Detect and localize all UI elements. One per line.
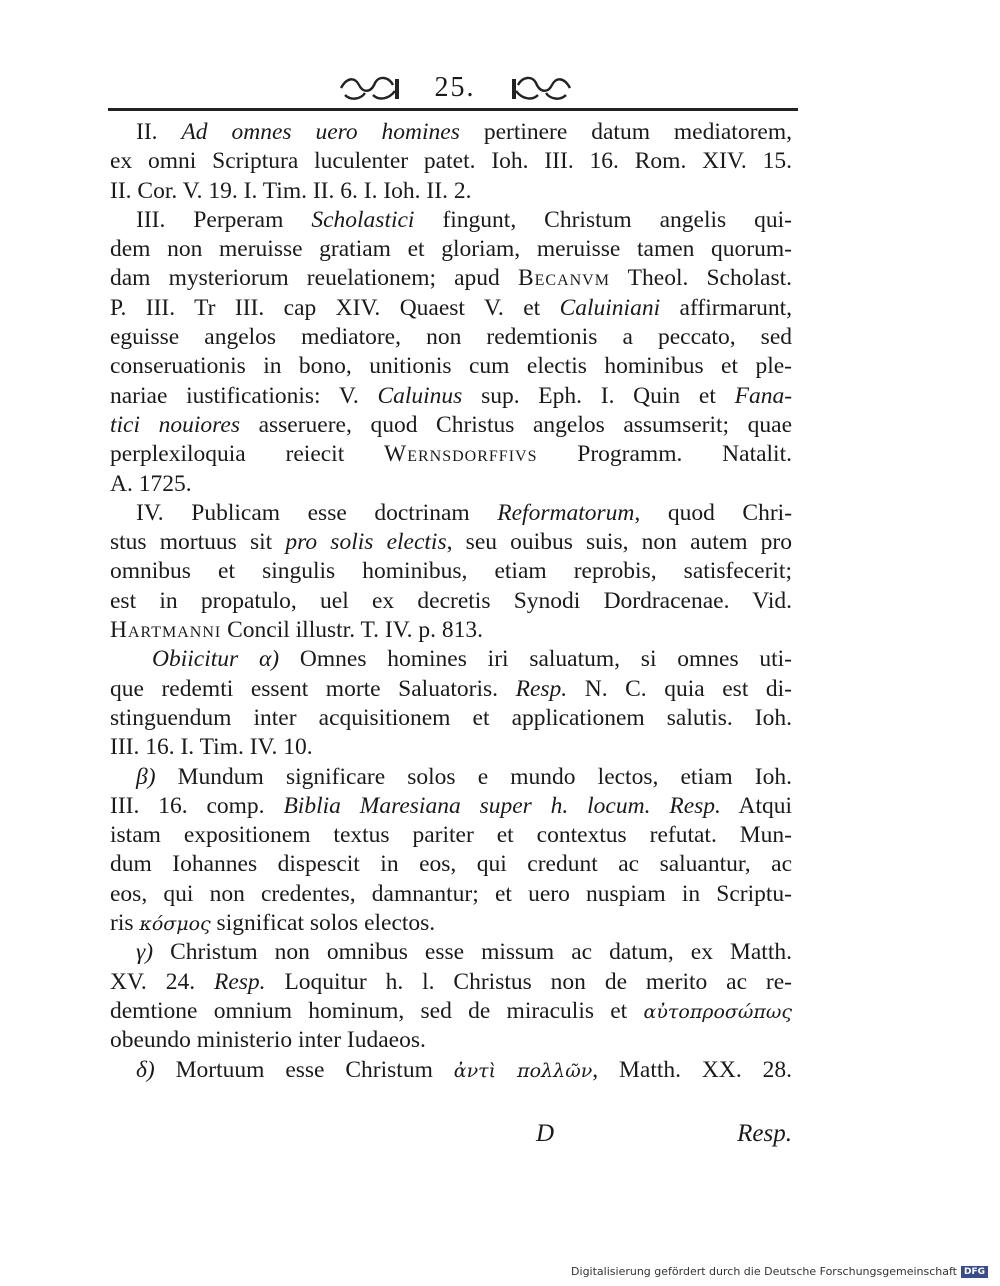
text-line: dum Iohannes dispescit in eos, qui credunt ac saluantur, ac: [110, 851, 792, 878]
catchline: [110, 1120, 792, 1150]
text-line: istam expositionem textus pariter et contextus refutat. Mun-: [110, 822, 792, 849]
text-line: III. 16. I. Tim. IV. 10.: [110, 734, 313, 761]
text-line: que redemti essent morte Saluatoris. Resp. N. C. quia est di-: [110, 675, 793, 702]
running-header: [110, 68, 800, 108]
text-line: eguisse angelos mediatore, non redemtionis a peccato, sed: [110, 324, 792, 351]
text-line: perplexiloquia reiecit Wernsdorffivs Programm. Natalit.: [110, 441, 792, 468]
text-line: III. 16. comp. Biblia Maresiana super h. locum. Resp. Atqui: [110, 792, 793, 819]
dfg-logo: DFG: [961, 1266, 988, 1278]
text-line: omnibus et singulis hominibus, etiam reprobis, satisfecerit;: [110, 558, 792, 585]
text-line: stinguendum inter acquisitionem et applicationem salutis. Ioh.: [110, 704, 792, 731]
text-line: IV. Publicam esse doctrinam Reformatorum, quod Chri-: [136, 499, 793, 526]
text-line: III. Perperam Scholastici fingunt, Christum angelis qui-: [136, 206, 792, 233]
text-line: γ) Christum non omnibus esse missum ac datum, ex Matth.: [136, 939, 792, 966]
text-line: II. Ad omnes uero homines pertinere datum mediatorem,: [136, 119, 792, 145]
text-line: δ) Mortuum esse Christum ἀντὶ πολλῶν, Matth. XX. 28.: [136, 1056, 793, 1083]
text-line: Obiicitur α) Omnes homines iri saluatum, si omnes uti-: [152, 646, 793, 673]
text-line: ris κόσμος significat solos electos.: [110, 910, 436, 937]
page-number: 25.: [434, 72, 476, 103]
text-line: eos, qui non credentes, damnantur; et uero nuspiam in Scriptu-: [110, 880, 792, 907]
text-line: II. Cor. V. 19. I. Tim. II. 6. I. Ioh. II. 2.: [110, 177, 472, 204]
text-line: conseruationis in bono, unitionis cum electis hominibus et ple-: [110, 353, 792, 380]
text-line: est in propatulo, uel ex decretis Synodi Dordracenae. Vid.: [110, 587, 792, 614]
text-line: P. III. Tr III. cap XIV. Quaest V. et Caluiniani affirmarunt,: [110, 294, 792, 321]
signature-mark: D: [536, 1120, 555, 1147]
body-text: [110, 118, 792, 1085]
text-line: A. 1725.: [110, 470, 192, 497]
digitization-footer: [571, 1265, 988, 1278]
header-rule: [108, 108, 798, 111]
text-line: ex omni Scriptura luculenter patet. Ioh. III. 16. Rom. XIV. 15.: [110, 148, 792, 175]
footer-text: Digitalisierung gefördert durch die Deutsche Forschungsgemeinschaft: [571, 1265, 957, 1278]
text-line: obeundo ministerio inter Iudaeos.: [110, 1027, 426, 1054]
text-line: nariae iustificationis: V. Caluinus sup. Eph. I. Quin et Fana-: [110, 382, 793, 409]
text-line: β) Mundum significare solos e mundo lectos, etiam Ioh.: [136, 763, 792, 790]
text-line: dem non meruisse gratiam et gloriam, meruisse tamen quorum-: [110, 236, 792, 263]
text-line: stus mortuus sit pro solis electis, seu ouibus suis, non autem pro: [110, 529, 793, 556]
text-line: tici nouiores asseruere, quod Christus angelos assumserit; quae: [110, 411, 793, 438]
text-line: XV. 24. Resp. Loquitur h. l. Christus non de merito ac re-: [110, 968, 793, 995]
text-line: dam mysteriorum reuelationem; apud Becanvm Theol. Scholast.: [110, 265, 792, 292]
catchword: Resp.: [737, 1120, 792, 1147]
text-line: Hartmanni Concil illustr. T. IV. p. 813.: [110, 617, 484, 644]
text-line: demtione omnium hominum, sed de miraculis et αὐτοπροσώπως: [110, 997, 792, 1024]
ornament-left-icon: [337, 73, 401, 103]
ornament-right-icon: [510, 73, 574, 103]
